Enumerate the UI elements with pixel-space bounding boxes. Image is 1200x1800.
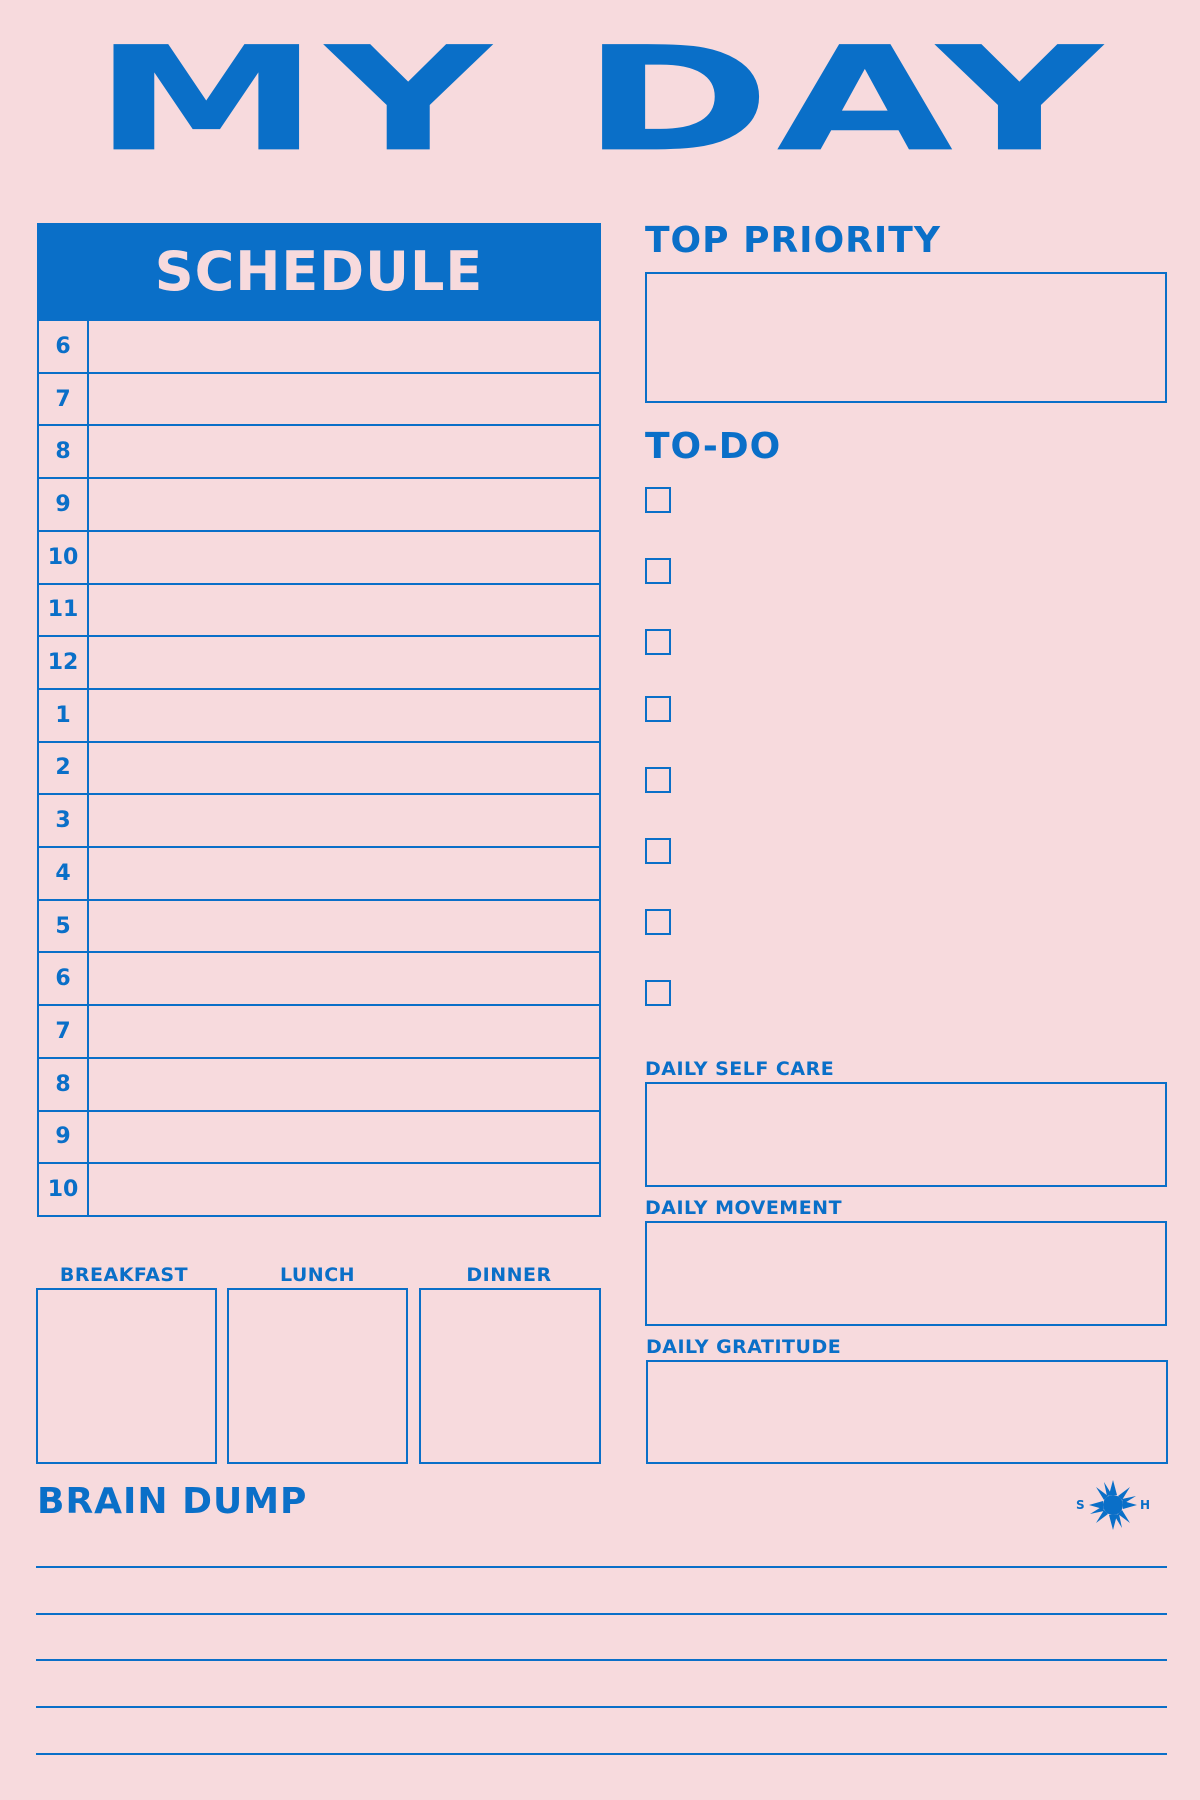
daily-self-care-box[interactable] [645,1082,1167,1187]
brain-dump-line[interactable] [36,1566,1167,1568]
schedule-row [39,637,599,690]
schedule-slot[interactable] [89,1164,599,1215]
brain-dump-heading: BRAIN DUMP [37,1481,308,1522]
schedule-hour-label: 7 [39,1006,89,1057]
top-priority-heading: TOP PRIORITY [645,220,941,261]
logo-letter-h: H [1140,1498,1151,1512]
schedule-slot[interactable] [89,637,599,688]
todo-checkbox[interactable] [645,487,671,513]
schedule-slot[interactable] [89,795,599,846]
schedule-hour-label: 7 [39,374,89,425]
schedule-row [39,1112,599,1165]
schedule-row [39,848,599,901]
schedule-hour-label: 3 [39,795,89,846]
schedule-hour-label: 10 [39,1164,89,1215]
schedule-slot[interactable] [89,532,599,583]
schedule-heading: SCHEDULE [37,223,601,319]
brain-dump-line[interactable] [36,1659,1167,1661]
schedule-hour-label: 8 [39,1059,89,1110]
lunch-box[interactable] [227,1288,408,1464]
dinner-label: DINNER [466,1264,552,1286]
logo-letter-s: S [1076,1498,1085,1512]
schedule-slot[interactable] [89,585,599,636]
page-title: MY DAY [92,15,1108,184]
schedule-row [39,1164,599,1215]
sun-icon [1088,1478,1138,1532]
schedule-row [39,743,599,796]
schedule-slot[interactable] [89,1112,599,1163]
schedule-slot[interactable] [89,953,599,1004]
schedule-row [39,1059,599,1112]
schedule-row [39,690,599,743]
schedule-slot[interactable] [89,690,599,741]
schedule-row [39,585,599,638]
schedule-row [39,532,599,585]
todo-checkbox[interactable] [645,558,671,584]
schedule-hour-label: 6 [39,953,89,1004]
daily-self-care-heading: DAILY SELF CARE [645,1058,835,1080]
breakfast-box[interactable] [36,1288,217,1464]
schedule-slot[interactable] [89,1059,599,1110]
schedule-table [37,319,601,1217]
schedule-hour-label: 9 [39,1112,89,1163]
todo-checkbox[interactable] [645,980,671,1006]
top-priority-box[interactable] [645,272,1167,403]
schedule-slot[interactable] [89,848,599,899]
schedule-row [39,901,599,954]
schedule-hour-label: 8 [39,426,89,477]
daily-movement-box[interactable] [645,1221,1167,1326]
schedule-hour-label: 4 [39,848,89,899]
brain-dump-line[interactable] [36,1706,1167,1708]
schedule-hour-label: 5 [39,901,89,952]
daily-movement-heading: DAILY MOVEMENT [645,1197,843,1219]
todo-checkbox[interactable] [645,767,671,793]
schedule-hour-label: 12 [39,637,89,688]
schedule-slot[interactable] [89,743,599,794]
schedule-slot[interactable] [89,479,599,530]
schedule-hour-label: 1 [39,690,89,741]
brand-logo [1074,1478,1156,1532]
schedule-slot[interactable] [89,321,599,372]
todo-heading: TO-DO [645,426,782,467]
schedule-row [39,1006,599,1059]
schedule-row [39,321,599,374]
schedule-hour-label: 9 [39,479,89,530]
schedule-row [39,426,599,479]
todo-checkbox[interactable] [645,838,671,864]
todo-checkbox[interactable] [645,629,671,655]
schedule-hour-label: 2 [39,743,89,794]
schedule-hour-label: 10 [39,532,89,583]
dinner-box[interactable] [419,1288,601,1464]
brain-dump-line[interactable] [36,1613,1167,1615]
schedule-hour-label: 11 [39,585,89,636]
todo-checkbox[interactable] [645,909,671,935]
daily-gratitude-heading: DAILY GRATITUDE [646,1336,842,1358]
daily-gratitude-box[interactable] [646,1360,1168,1464]
schedule-slot[interactable] [89,1006,599,1057]
schedule-row [39,953,599,1006]
lunch-label: LUNCH [279,1264,356,1286]
schedule-slot[interactable] [89,901,599,952]
schedule-row [39,374,599,427]
schedule-slot[interactable] [89,374,599,425]
schedule-slot[interactable] [89,426,599,477]
schedule-hour-label: 6 [39,321,89,372]
schedule-row [39,479,599,532]
breakfast-label: BREAKFAST [59,1264,189,1286]
todo-checkbox[interactable] [645,696,671,722]
brain-dump-line[interactable] [36,1753,1167,1755]
schedule-row [39,795,599,848]
